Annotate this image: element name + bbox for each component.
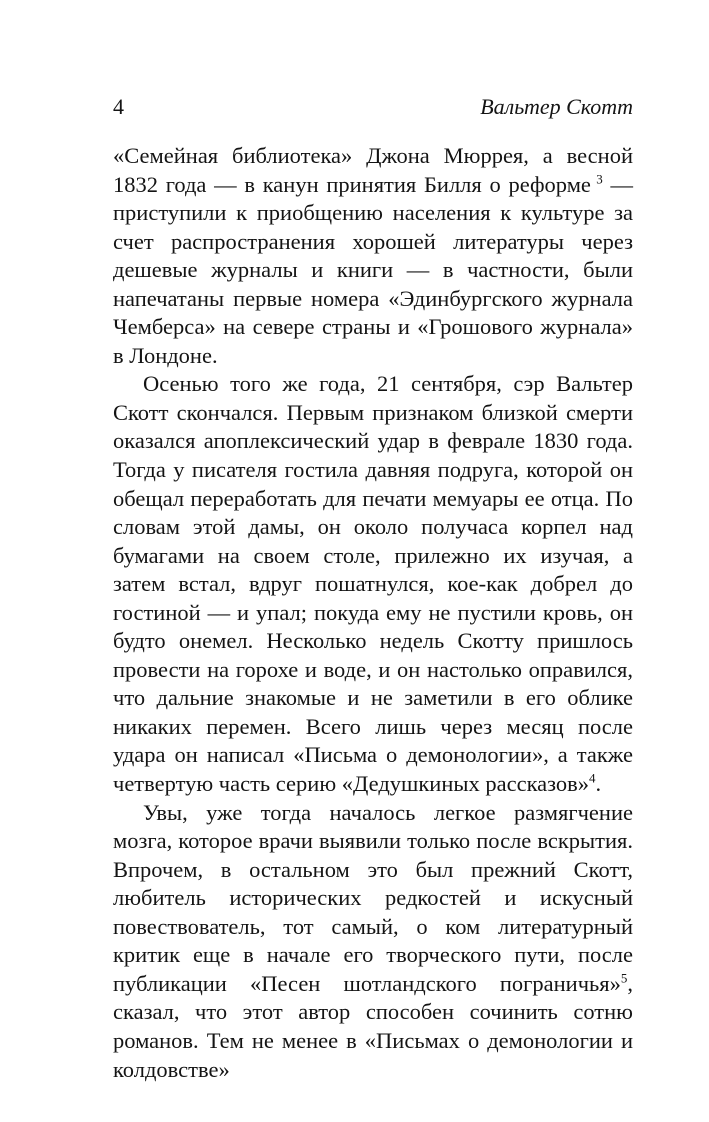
text-run: — приступили к приобщению населения к культуре за счет распространения хорошей литературы через дешевые журналы и книги — в частности, были напечатаны первые номера «Эдинбургского журнала Чемберса» на севере страны и «Грошового журнала» в Лондоне.	[113, 171, 633, 368]
text-run: .	[595, 771, 602, 797]
running-title: Вальтер Скотт	[480, 94, 633, 119]
paragraph	[113, 142, 633, 370]
body-text	[113, 142, 633, 1084]
text-run: Увы, уже тогда началось легкое размягчение мозга, которое врачи выявили только после вскрытия. Впрочем, в остальном это был прежний Скотт, любитель исторических редкостей и искусный повествователь, тот самый, о ком литературный критик еще в начале его творческого пути, после публикации «Песен шотландского пограничья»	[113, 799, 633, 996]
running-header	[113, 92, 633, 122]
text-run: , сказал, что этот автор способен сочинить сотню романов. Тем не менее в «Письмах о демонологии и колдовстве»	[113, 970, 633, 1082]
page-number: 4	[113, 94, 124, 119]
paragraph	[113, 799, 633, 1084]
footnote-ref: 3	[590, 171, 603, 187]
footnote-ref: 4	[589, 770, 596, 786]
paragraph	[113, 370, 633, 798]
footnote-ref: 5	[620, 970, 628, 986]
text-run: «Семейная библиотека» Джона Мюррея, а весной 1832 года — в канун принятия Билля о реформе	[113, 143, 633, 197]
text-run: Осенью того же года, 21 сентября, сэр Вальтер Скотт скончался. Первым признаком близкой смерти оказался апоплексический удар в феврале 1830 года. Тогда у писателя гостила давняя подруга, которой он обещал переработать для печати мемуары ее отца. По словам этой дамы, он около получаса корпел над бумагами на своем столе, прилежно их изучая, а затем встал, вдруг пошатнулся, кое-как добрел до гостиной — и упал; покуда ему не пустили кровь, он будто онемел. Несколько недель Скотту пришлось провести на горохе и воде, и он настолько оправился, что дальние знакомые и не заметили в его облике никаких перемен. Всего лишь через месяц после удара он написал «Письма о демонологии», а также четвертую часть серию «Дедушкиных рассказов»	[113, 371, 633, 797]
